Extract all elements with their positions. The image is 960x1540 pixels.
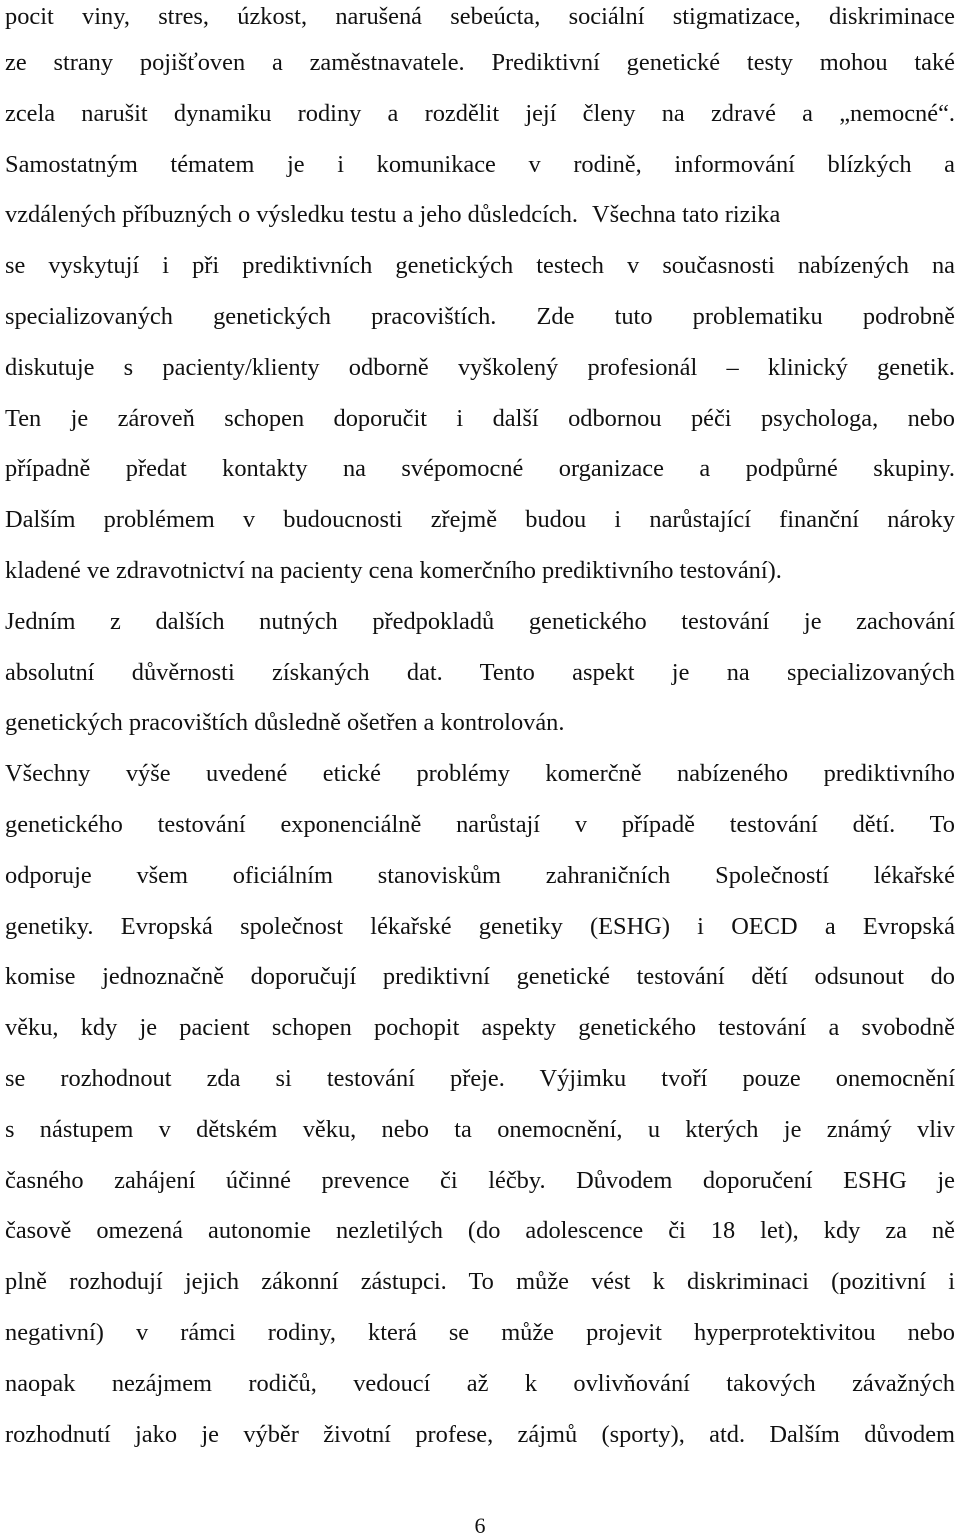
text-line-5a: vzdálených příbuzných o výsledku testu a jeho důsledcích. (5, 201, 579, 228)
text-line-14: absolutní důvěrnosti získaných dat. Tento aspekt je na specializovaných (5, 659, 955, 686)
text-line-12: kladené ve zdravotnictví na pacienty cena komerčního prediktivního testování). (5, 557, 782, 584)
text-line-8: diskutuje s pacienty/klienty odborně vyškolený profesionál – klinický genetik. (5, 354, 955, 381)
text-line-11: Dalším problémem v budoucnosti zřejmě budou i narůstající finanční nároky (5, 506, 955, 533)
text-line-2: ze strany pojišťoven a zaměstnavatele. Prediktivní genetické testy mohou také (5, 49, 955, 76)
text-line-25: časově omezená autonomie nezletilých (do adolescence či 18 let), kdy za ně (5, 1217, 955, 1244)
page-number: 6 (474, 1513, 486, 1538)
text-line-24: časného zahájení účinné prevence či léčby. Důvodem doporučení ESHG je (5, 1167, 955, 1194)
text-line-4: Samostatným tématem je i komunikace v rodině, informování blízkých a (5, 151, 955, 178)
text-line-21: věku, kdy je pacient schopen pochopit aspekty genetického testování a svobodně (5, 1014, 955, 1041)
text-line-9: Ten je zároveň schopen doporučit i další odbornou péči psychologa, nebo (5, 405, 955, 432)
text-line-1: pocit viny, stres, úzkost, narušená sebeúcta, sociální stigmatizace, diskriminace (5, 3, 955, 30)
text-line-5-wrapper (5, 198, 955, 232)
text-line-29: rozhodnutí jako je výběr životní profese, zájmů (sporty), atd. Dalším důvodem (5, 1421, 955, 1448)
text-line-17: genetického testování exponenciálně narůstají v případě testování dětí. To (5, 811, 955, 838)
text-line-22: se rozhodnout zda si testování přeje. Výjimku tvoří pouze onemocnění (5, 1065, 955, 1092)
text-line-15: genetických pracovištích důsledně ošetřen a kontrolován. (5, 709, 565, 736)
text-line-16: Všechny výše uvedené etické problémy komerčně nabízeného prediktivního (5, 760, 955, 787)
text-line-3: zcela narušit dynamiku rodiny a rozdělit její členy na zdravé a „nemocné“. (5, 100, 955, 127)
text-line-5b: Všechna tato rizika (592, 201, 781, 228)
text-line-27: negativní) v rámci rodiny, která se může projevit hyperprotektivitou nebo (5, 1319, 955, 1346)
text-line-20: komise jednoznačně doporučují prediktivní genetické testování dětí odsunout do (5, 963, 955, 990)
text-line-10: případně předat kontakty na svépomocné organizace a podpůrné skupiny. (5, 455, 955, 482)
text-line-26: plně rozhodují jejich zákonní zástupci. To může vést k diskriminaci (pozitivní i (5, 1268, 955, 1295)
text-line-19: genetiky. Evropská společnost lékařské genetiky (ESHG) i OECD a Evropská (5, 913, 955, 940)
text-line-23: s nástupem v dětském věku, nebo ta onemocnění, u kterých je známý vliv (5, 1116, 955, 1143)
text-line-18: odporuje všem oficiálním stanoviskům zahraničních Společností lékařské (5, 862, 955, 889)
text-line-6: se vyskytují i při prediktivních genetických testech v současnosti nabízených na (5, 252, 955, 279)
text-line-7: specializovaných genetických pracovištích. Zde tuto problematiku podrobně (5, 303, 955, 330)
text-line-13: Jedním z dalších nutných předpokladů genetického testování je zachování (5, 608, 955, 635)
text-line-28: naopak nezájmem rodičů, vedoucí až k ovlivňování takových závažných (5, 1370, 955, 1397)
